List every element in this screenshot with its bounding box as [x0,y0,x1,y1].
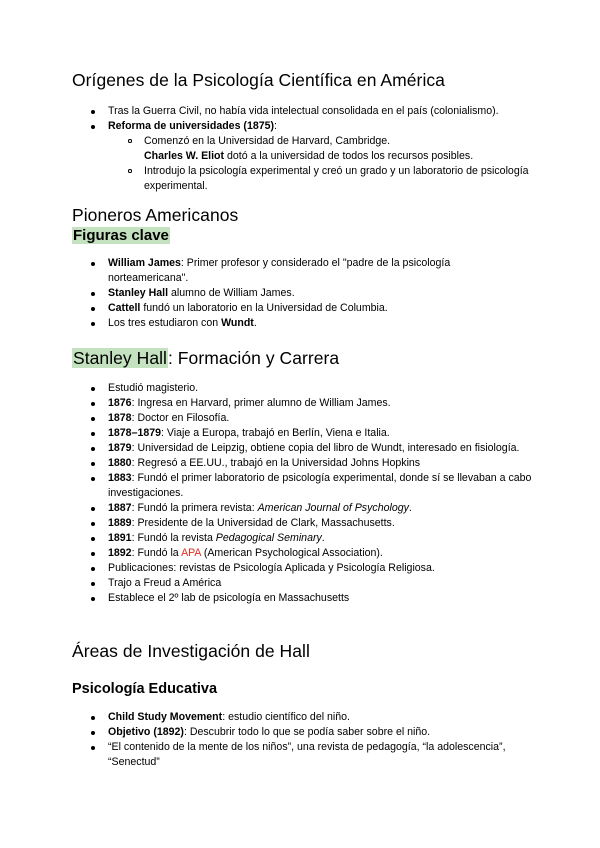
list-item: Tras la Guerra Civil, no había vida intelectual consolidada en el país (colonialismo). [72,104,532,119]
list-item: Estudió magisterio. [72,381,532,396]
list-item: 1887: Fundó la primera revista: American Journal of Psychology. [72,501,532,516]
list-item: 1892: Fundó la APA (American Psychological Association). [72,546,532,561]
reforma-sublist [72,134,532,194]
list-item: 1878–1879: Viaje a Europa, trabajó en Berlín, Viena e Italia. [72,426,532,441]
list-item: William James: Primer profesor y considerado el "padre de la psicología norteamericana". [72,256,532,286]
sub-list-item: Introdujo la psicología experimental y creó un grado y un laboratorio de psicología experimental. [72,164,532,194]
list-item: 1878: Doctor en Filosofía. [72,411,532,426]
list-item: Objetivo (1892): Descubrir todo lo que se podía saber sobre el niño. [72,725,532,740]
section-title-pioneros: Pioneros Americanos [72,205,239,225]
section-title-areas: Áreas de Investigación de Hall [72,641,310,661]
section-title-origenes: Orígenes de la Psicología Científica en América [72,70,445,90]
list-item: Stanley Hall alumno de William James. [72,286,532,301]
list-item: Cattell fundó un laboratorio en la Universidad de Columbia. [72,301,532,316]
subtitle-figuras-clave: Figuras clave [73,227,169,244]
pioneros-list [72,256,532,331]
origenes-list [72,104,532,134]
subtitle-psicologia-educativa: Psicología Educativa [72,681,218,697]
list-item: 1889: Presidente de la Universidad de Clark, Massachusetts. [72,516,532,531]
list-item: 1891: Fundó la revista Pedagogical Seminary. [72,531,532,546]
list-item: Reforma de universidades (1875): [72,119,532,134]
apa-red-text: APA [181,547,201,559]
section-title-stanley-hall: Stanley Hall: Formación y Carrera [73,348,340,368]
list-item: Publicaciones: revistas de Psicología Aplicada y Psicología Religiosa. [72,561,532,576]
list-item: 1879: Universidad de Leipzig, obtiene copia del libro de Wundt, interesado en fisiología. [72,441,532,456]
list-item: Child Study Movement: estudio científico del niño. [72,710,532,725]
list-item: “El contenido de la mente de los niños”, una revista de pedagogía, “la adolescencia”, “Senectud” [72,740,532,770]
list-item: 1880: Regresó a EE.UU., trabajó en la Universidad Johns Hopkins [72,456,532,471]
list-item: 1876: Ingresa en Harvard, primer alumno de William James. [72,396,532,411]
areas-list [72,710,532,770]
sub-list-item: Comenzó en la Universidad de Harvard, Cambridge. Charles W. Eliot dotó a la universidad de todos los recursos posibles. [72,134,532,164]
list-item: 1883: Fundó el primer laboratorio de psicología experimental, donde sí se llevaban a cabo investigaciones. [72,471,532,501]
stanley-hall-list [72,381,532,606]
list-item: Establece el 2º lab de psicología en Massachusetts [72,591,532,606]
list-item: Trajo a Freud a América [72,576,532,591]
list-item: Los tres estudiaron con Wundt. [72,316,532,331]
